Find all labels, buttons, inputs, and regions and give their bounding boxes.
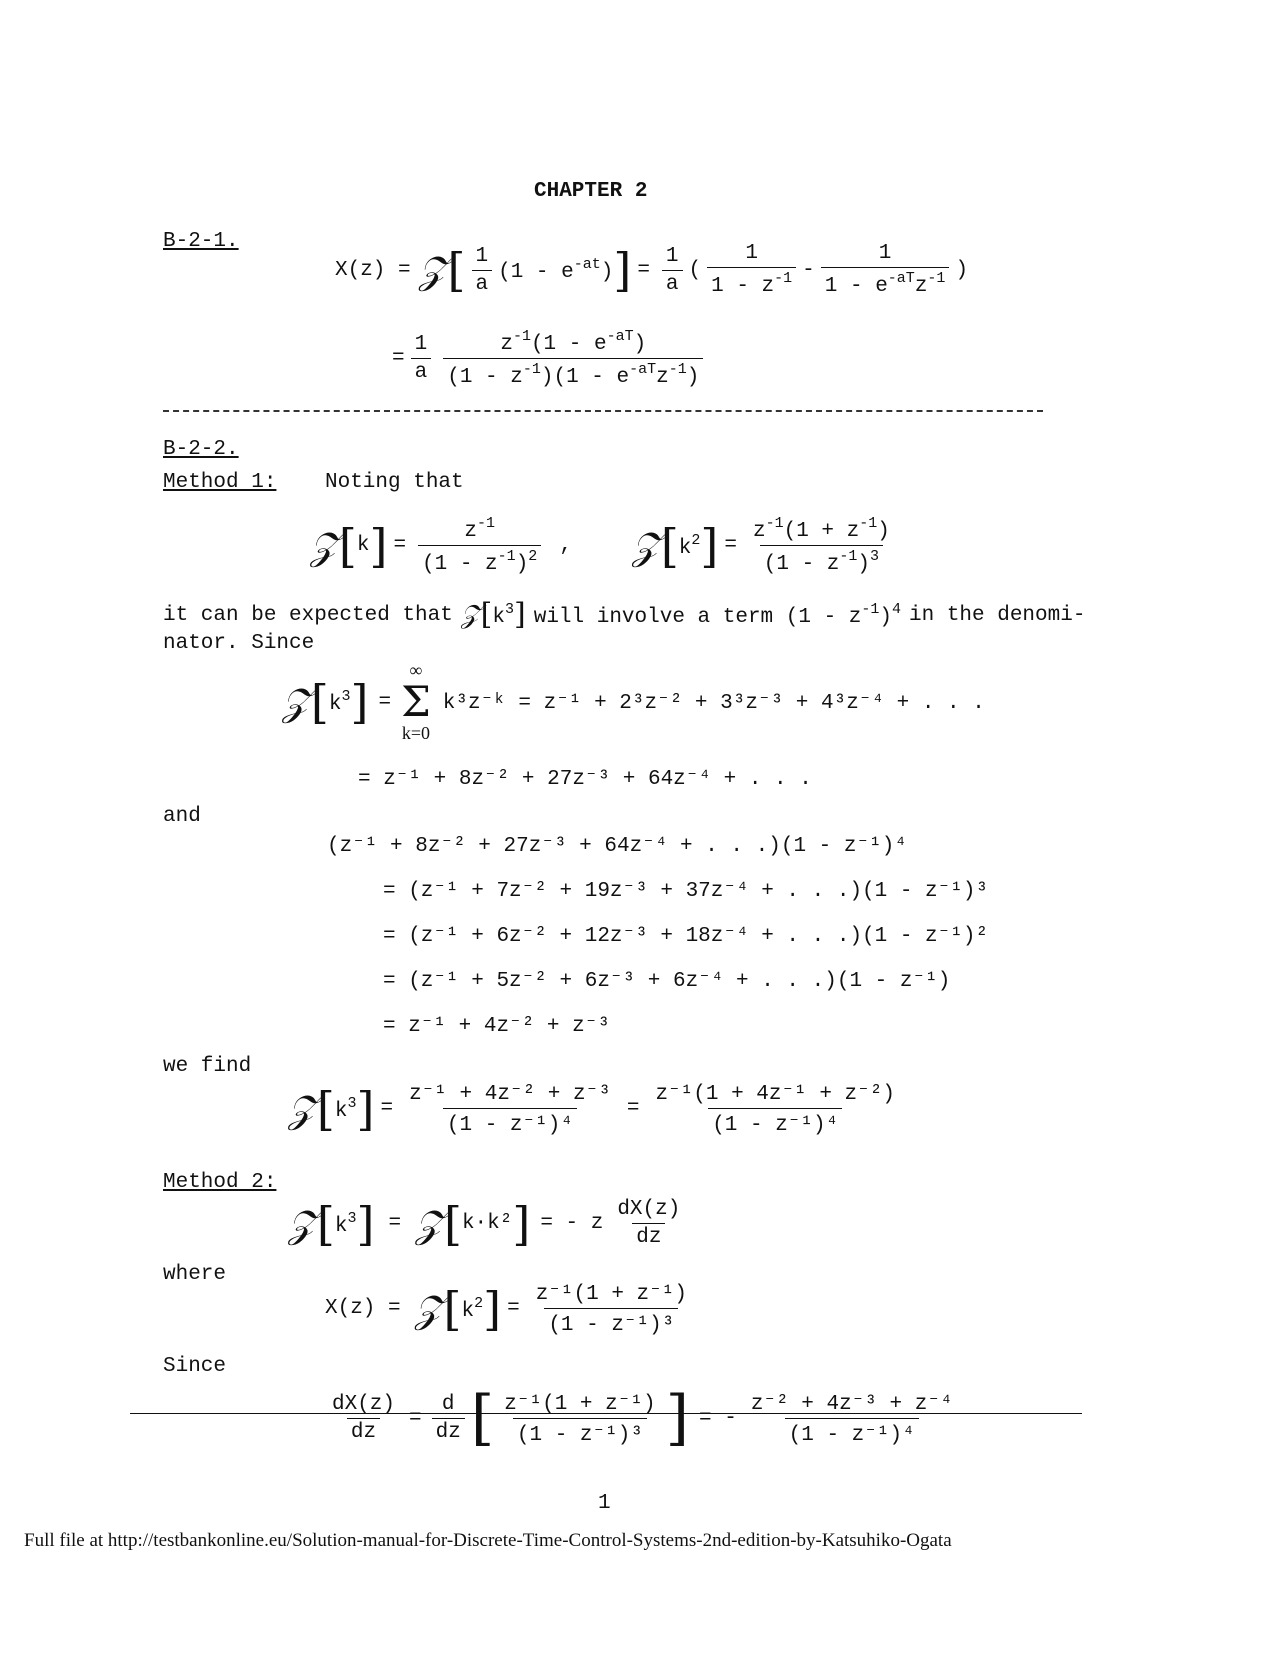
minus-sign: - xyxy=(802,258,815,282)
page-number: 1 xyxy=(598,1492,611,1515)
dxdz-fraction-2: $\frac{dX(z)}{dz}$ xyxy=(332,1392,396,1444)
z-transform-symbol: 𝒵 xyxy=(288,1201,317,1246)
xz-definition: X(z) = 𝒵 [ $k^2$ ] = $\frac{\text{z⁻¹(1 + z⁻¹)}}{\text{(1 - z⁻¹)³}}$ xyxy=(325,1280,697,1337)
method2-label: Method 2: xyxy=(163,1171,277,1194)
equals-sign-2: = xyxy=(392,347,405,370)
b221-equation-line1 xyxy=(335,242,968,298)
derivative-result-fraction: $\frac{\text{z⁻² + 4z⁻³ + z⁻⁴}}{\text{(1 - z⁻¹)⁴}}$ xyxy=(750,1392,953,1447)
numerator: 1 xyxy=(475,244,489,268)
section-divider xyxy=(163,410,1043,412)
z-transform-symbol: 𝒵 xyxy=(631,523,661,568)
k-var: k xyxy=(356,534,370,557)
z-transform-symbol: 𝒵 xyxy=(288,1086,317,1131)
dxdz-fraction: $\frac{dX(z)}{dz}$ xyxy=(617,1198,681,1249)
chapter-title: CHAPTER 2 xyxy=(534,180,648,203)
b221-equation-line2 xyxy=(392,328,709,389)
summation: ∞ Σ k=0 xyxy=(401,660,431,743)
z-transform-symbol: 𝒵 xyxy=(414,1286,444,1331)
product-line-4: = (z⁻¹ + 5z⁻² + 6z⁻³ + 6z⁻⁴ + . . .)(1 - z⁻¹) xyxy=(383,970,951,993)
left-bracket: [ xyxy=(447,243,466,297)
fraction-1-over-1-minus-z: $\frac{1}{1 - z^{-1}}$ xyxy=(707,242,796,298)
zk-fraction: $\frac{z^{-1}}{(1 - z^{-1})^2}$ xyxy=(418,515,541,576)
noting-text: Noting that xyxy=(325,471,464,494)
right-bracket: ] xyxy=(613,243,632,297)
equals-sign: = xyxy=(637,258,650,282)
product-line-3: = (z⁻¹ + 6z⁻² + 12z⁻³ + 18z⁻⁴ + . . .)(1 - z⁻¹)² xyxy=(383,925,989,948)
where-text: where xyxy=(163,1263,227,1286)
fraction-1-over-1-minus-e: $\frac{1}{1 - e^{-aT}z^{-1}}$ xyxy=(821,242,950,298)
problem-b221-label: B-2-1. xyxy=(163,230,239,253)
xz-fraction: $\frac{\text{z⁻¹(1 + z⁻¹)}}{\text{(1 - z⁻¹)³}}$ xyxy=(535,1283,687,1337)
result-equation: 𝒵 [ $k^3$ ] = $\frac{\text{z⁻¹ + 4z⁻² + z⁻³}}{\text{(1 - z⁻¹)⁴}}$ = $\frac{\text{z⁻¹(1 + 4z⁻¹ + z⁻²)}}{\text{(1 - z⁻¹)⁴}}$ xyxy=(288,1080,905,1137)
result-fraction-1: $\frac{\text{z⁻¹ + 4z⁻² + z⁻³}}{\text{(1 - z⁻¹)⁴}}$ xyxy=(409,1083,611,1137)
sentence-line1: it can be expected that 𝒵 [ $k^3$ ] will involve a term $(1 - z^{-1})^4$ in the denomi- xyxy=(163,597,1086,632)
product-line-2: = (z⁻¹ + 7z⁻² + 19z⁻³ + 37z⁻⁴ + . . .)(1 - z⁻¹)³ xyxy=(383,880,989,903)
sum-line2: = z⁻¹ + 8z⁻² + 27z⁻³ + 64z⁻⁴ + . . . xyxy=(358,768,812,791)
fraction-1-over-a xyxy=(472,245,493,296)
method2-equation: 𝒵 [ $k^3$ ] = 𝒵 [ k·k² ] = - z $\frac{dX(z)}{dz}$ xyxy=(288,1198,690,1249)
zk-identity: 𝒵 [ k ] = $\frac{z^{-1}}{(1 - z^{-1})^2}$ , 𝒵 [ $k^2$ ] = $\frac{z^{-1}(1 + z^{-1})}{(1 - z^{-1})^3}$ xyxy=(310,515,900,576)
product-line-1: (z⁻¹ + 8z⁻² + 27z⁻³ + 64z⁻⁴ + . . .)(1 - z⁻¹)⁴ xyxy=(327,835,907,858)
d-dz-fraction: $\frac{d}{dz}$ xyxy=(432,1393,465,1444)
fraction-1-over-a-3: $\frac{1}{a}$ xyxy=(411,333,432,384)
inner-term: $(1 - e^{-at})$ xyxy=(498,256,614,284)
sum-expression: 𝒵 [ $k^3$ ] = ∞ Σ k=0 k³z⁻ᵏ = z⁻¹ + 2³z⁻² + 3³z⁻³ + 4³z⁻⁴ + . . . xyxy=(282,660,985,743)
derivative-equation: $\frac{dX(z)}{dz}$ = $\frac{d}{dz}$ [ $\frac{\text{z⁻¹(1 + z⁻¹)}}{\text{(1 - z⁻¹)³}}$ ] = - $\frac{\text{z⁻² + 4z⁻³ + z⁻⁴}}{\text{(1 - z⁻¹)⁴}}$ xyxy=(322,1388,963,1448)
method1-label: Method 1: xyxy=(163,471,277,494)
zk2-fraction: $\frac{z^{-1}(1 + z^{-1})}{(1 - z^{-1})^3}$ xyxy=(752,515,890,576)
fraction-1-over-a-2: $\frac{1}{a}$ xyxy=(662,245,683,296)
denominator: a xyxy=(472,270,493,296)
we-find-text: we find xyxy=(163,1055,252,1078)
b221-result-fraction: $\frac{z^{-1}(1 - e^{-aT})}{(1 - z^{-1})(1 - e^{-aT}z^{-1})}$ xyxy=(443,328,703,389)
derivative-inner-fraction: $\frac{\text{z⁻¹(1 + z⁻¹)}}{\text{(1 - z⁻¹)³}}$ xyxy=(504,1392,656,1447)
page-rule xyxy=(130,1413,1082,1414)
footer-link-text: Full file at http://testbankonline.eu/Solution-manual-for-Discrete-Time-Control-Systems-2nd-edition-by-Katsuhiko-Ogata xyxy=(24,1530,952,1551)
k2-var: $k^2$ xyxy=(678,531,701,560)
and-text: and xyxy=(163,805,201,828)
z-transform-symbol: 𝒵 xyxy=(418,248,448,292)
result-fraction-2: $\frac{\text{z⁻¹(1 + 4z⁻¹ + z⁻²)}}{\text{(1 - z⁻¹)⁴}}$ xyxy=(655,1083,895,1137)
b221-lhs: X(z) = xyxy=(335,258,411,282)
since-text: Since xyxy=(163,1355,227,1378)
z-transform-symbol: 𝒵 xyxy=(310,523,339,568)
sentence-line2: nator. Since xyxy=(163,632,315,655)
product-line-5: = z⁻¹ + 4z⁻² + z⁻³ xyxy=(383,1015,610,1038)
close-paren: ) xyxy=(955,258,969,282)
z-transform-symbol: 𝒵 xyxy=(282,680,311,724)
sum-terms: k³z⁻ᵏ = z⁻¹ + 2³z⁻² + 3³z⁻³ + 4³z⁻⁴ + . . . xyxy=(442,692,985,715)
z-transform-symbol: 𝒵 xyxy=(415,1201,444,1246)
open-paren: ( xyxy=(688,258,702,282)
problem-b222-label: B-2-2. xyxy=(163,438,239,461)
